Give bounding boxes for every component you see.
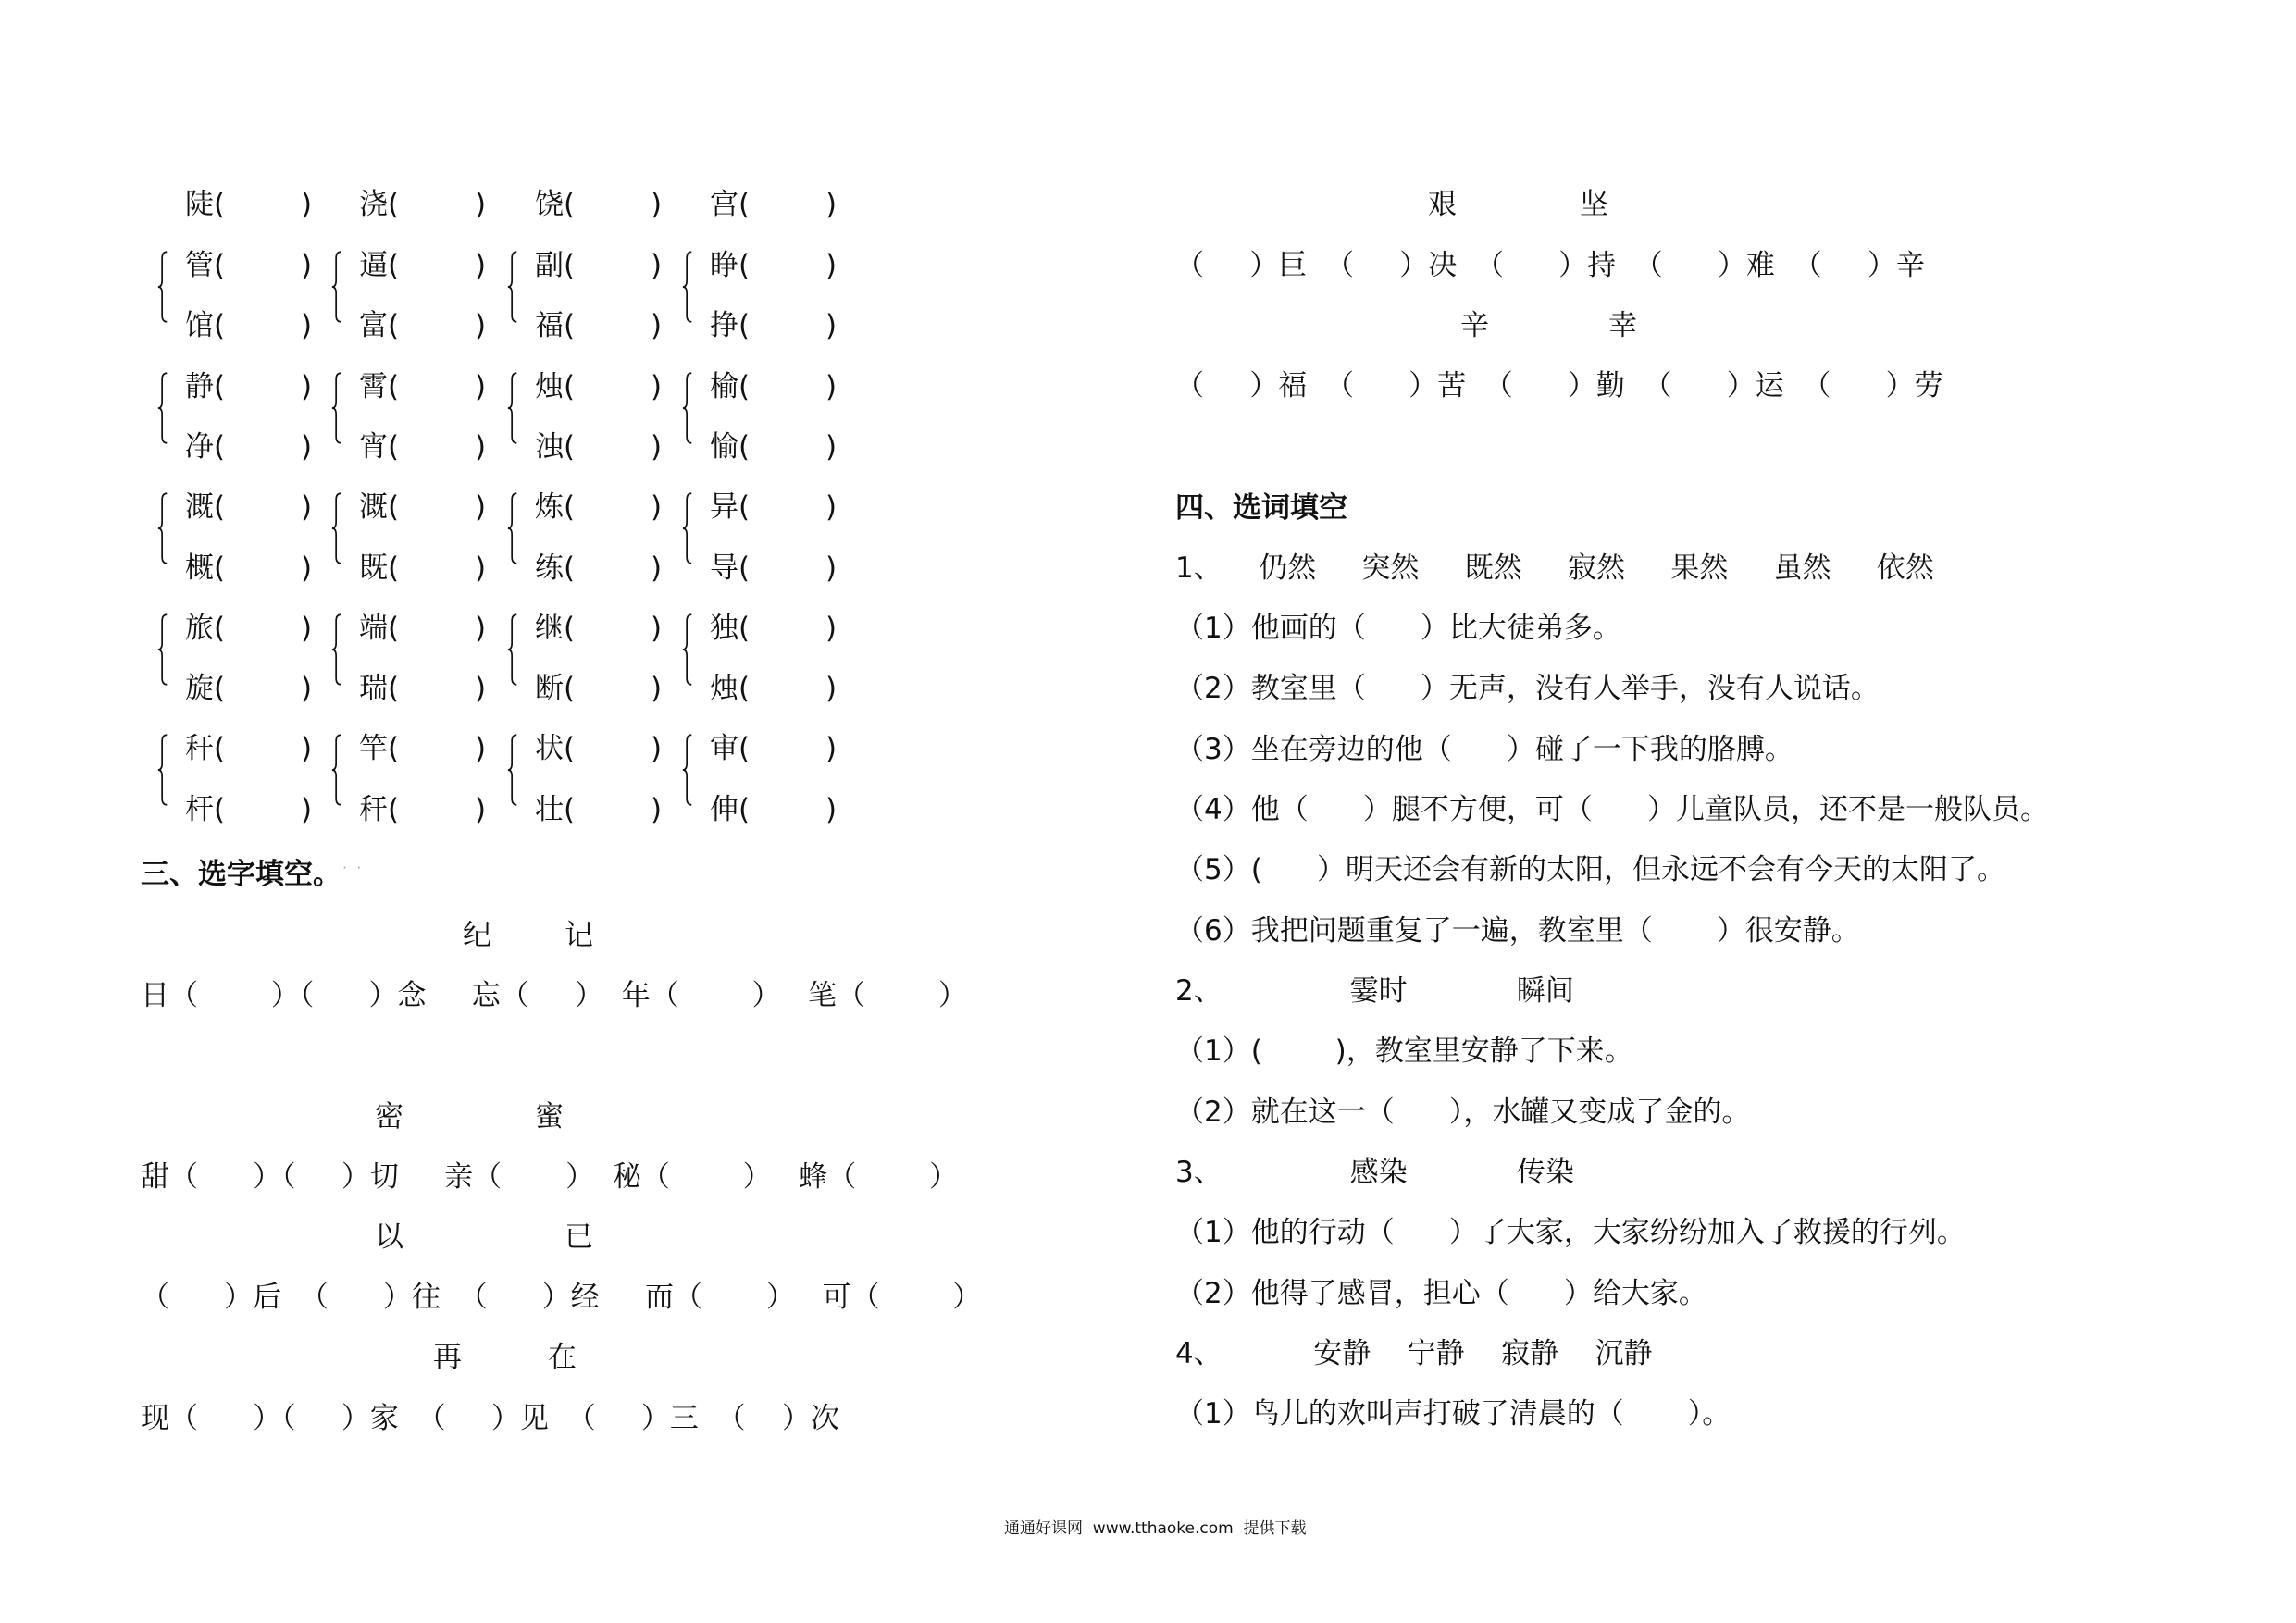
word-pair-label: 密 [375,1100,403,1134]
bracket-close: ) [651,309,663,343]
char-item: 静( [185,369,226,403]
bracket-close: ) [651,188,663,221]
fill-line: （ ）巨 （ ）决 （ ）持 （ ）难 （ ）辛 [1175,249,1925,282]
question-item: （6）我把问题重复了一遍，教室里（ ）很安静。 [1175,914,1860,948]
question-item: （3）坐在旁边的他（ ）碰了一下我的胳膊。 [1175,733,1793,766]
char-item: 概( [185,551,226,585]
brace-icon [507,246,518,328]
word-pair-label: 蜜 [535,1100,564,1134]
page-footer: 通通好课网 www.tthaoke.com 提供下载 [1004,1519,1307,1538]
bracket-close: ) [825,611,838,645]
bracket-close: ) [301,490,313,525]
question-item: （4）他（ ）腿不方便，可（ ）儿童队员，还不是一般队员。 [1175,793,2049,826]
char-item: 秆( [185,732,226,766]
char-item: 溉( [359,490,400,525]
bracket-close: ) [475,732,487,766]
char-item: 烛( [535,369,576,403]
char-item: 陡( [185,188,226,221]
char-item: 继( [535,611,576,645]
bracket-close: ) [651,429,663,464]
char-item: 断( [535,672,576,706]
question-item: （2）就在这一（ ），水罐又变成了金的。 [1175,1096,1751,1129]
char-item: 审( [710,732,751,766]
scan-speck: · · [342,859,362,876]
bracket-close: ) [475,490,487,525]
fill-line: 日（ ）（ ）念 忘（ ） 年（ ） 笔（ ） [141,979,967,1012]
bracket-close: ) [301,732,313,766]
char-item: 浊( [535,429,576,464]
word-pair-label: 已 [565,1220,593,1254]
word-pair-label: 纪 [463,919,491,952]
char-item: 状( [535,732,576,766]
fill-line: 现（ ）（ ）家 （ ）见 （ ）三 （ ）次 [141,1402,839,1435]
question-item: （1）( )，教室里安静了下来。 [1175,1035,1633,1068]
bracket-close: ) [301,369,313,403]
word-pair-label: 再 [433,1341,462,1374]
fill-line: （ ）福 （ ）苦 （ ）勤 （ ）运 （ ）劳 [1175,369,1943,403]
question-item: （1）鸟儿的欢叫声打破了清晨的（ ）。 [1175,1397,1731,1431]
brace-icon [507,488,518,569]
char-item: 瑞( [359,672,400,706]
question-item: （1）他画的（ ）比大徒弟多。 [1175,612,1621,645]
char-item: 竿( [359,732,400,766]
char-item: 导( [710,551,751,585]
word-pair-label: 幸 [1608,309,1637,342]
word-pair-label: 辛 [1460,309,1489,342]
bracket-close: ) [301,672,313,706]
char-item: 异( [710,490,751,525]
char-item: 管( [185,249,226,282]
word-pair-label: 在 [548,1341,577,1374]
brace-icon [331,609,342,690]
question-header: 3、 感染 传染 [1175,1156,1574,1189]
bracket-close: ) [651,792,663,826]
bracket-close: ) [475,429,487,464]
char-item: 烛( [710,672,751,706]
brace-icon [507,609,518,690]
bracket-close: ) [475,309,487,343]
brace-icon [507,729,518,811]
question-header: 4、 安静 宁静 寂静 沉静 [1175,1337,1653,1370]
char-item: 壮( [535,792,576,826]
bracket-close: ) [301,188,313,221]
word-pair-label: 记 [565,919,593,952]
char-item: 溉( [185,490,226,525]
char-item: 饶( [535,188,576,221]
bracket-close: ) [651,732,663,766]
brace-icon [507,367,518,449]
section-3-title: 三、选字填空。 [141,858,341,891]
bracket-close: ) [475,672,487,706]
question-item: （5）( ）明天还会有新的太阳，但永远不会有今天的太阳了。 [1175,853,2005,886]
brace-icon [682,609,693,690]
char-item: 宫( [710,188,751,221]
word-pair-label: 艰 [1428,188,1457,221]
bracket-close: ) [825,732,838,766]
question-item: （2）教室里（ ）无声，没有人举手，没有人说话。 [1175,672,1880,705]
char-item: 伸( [710,792,751,826]
bracket-close: ) [825,369,838,403]
question-item: （1）他的行动（ ）了大家，大家纷纷加入了救援的行列。 [1175,1216,1966,1249]
char-item: 旅( [185,611,226,645]
bracket-close: ) [475,188,487,221]
bracket-close: ) [475,369,487,403]
char-item: 秆( [359,792,400,826]
fill-line: 甜（ ）（ ）切 亲（ ） 秘（ ） 蜂（ ） [141,1160,959,1194]
bracket-close: ) [301,309,313,343]
bracket-close: ) [651,249,663,282]
bracket-close: ) [301,792,313,826]
bracket-close: ) [651,672,663,706]
brace-icon [682,488,693,569]
char-item: 霄( [359,369,400,403]
bracket-close: ) [825,792,838,826]
char-item: 既( [359,551,400,585]
char-item: 馆( [185,309,226,343]
brace-icon [157,609,168,690]
char-item: 端( [359,611,400,645]
bracket-close: ) [475,249,487,282]
bracket-close: ) [475,551,487,585]
bracket-close: ) [475,792,487,826]
char-item: 宵( [359,429,400,464]
brace-icon [331,488,342,569]
char-item: 旋( [185,672,226,706]
bracket-close: ) [825,551,838,585]
fill-line: （ ）后 （ ）往 （ ）经 而（ ） 可（ ） [141,1281,982,1314]
bracket-close: ) [825,429,838,464]
word-pair-label: 坚 [1580,188,1608,221]
char-item: 浇( [359,188,400,221]
char-item: 福( [535,309,576,343]
char-item: 炼( [535,490,576,525]
bracket-close: ) [651,551,663,585]
bracket-close: ) [301,249,313,282]
question-item: （2）他得了感冒，担心（ ）给大家。 [1175,1277,1707,1310]
bracket-close: ) [651,490,663,525]
char-item: 练( [535,551,576,585]
bracket-close: ) [651,369,663,403]
char-item: 睁( [710,249,751,282]
question-header: 1、 仍然 突然 既然 寂然 果然 虽然 依然 [1175,551,1934,585]
bracket-close: ) [475,611,487,645]
bracket-close: ) [825,188,838,221]
brace-icon [157,367,168,449]
bracket-close: ) [301,611,313,645]
char-item: 独( [710,611,751,645]
bracket-close: ) [825,490,838,525]
bracket-close: ) [825,672,838,706]
bracket-close: ) [825,249,838,282]
bracket-close: ) [651,611,663,645]
brace-icon [682,367,693,449]
section-4-title: 四、选词填空 [1175,491,1347,525]
char-item: 愉( [710,429,751,464]
bracket-close: ) [301,429,313,464]
brace-icon [682,729,693,811]
brace-icon [157,246,168,328]
word-pair-label: 以 [375,1220,403,1254]
brace-icon [157,729,168,811]
char-item: 逼( [359,249,400,282]
char-item: 净( [185,429,226,464]
char-item: 副( [535,249,576,282]
bracket-close: ) [825,309,838,343]
brace-icon [331,367,342,449]
brace-icon [682,246,693,328]
bracket-close: ) [301,551,313,585]
char-item: 榆( [710,369,751,403]
question-header: 2、 霎时 瞬间 [1175,974,1574,1008]
brace-icon [331,729,342,811]
char-item: 挣( [710,309,751,343]
brace-icon [331,246,342,328]
char-item: 杆( [185,792,226,826]
char-item: 富( [359,309,400,343]
brace-icon [157,488,168,569]
